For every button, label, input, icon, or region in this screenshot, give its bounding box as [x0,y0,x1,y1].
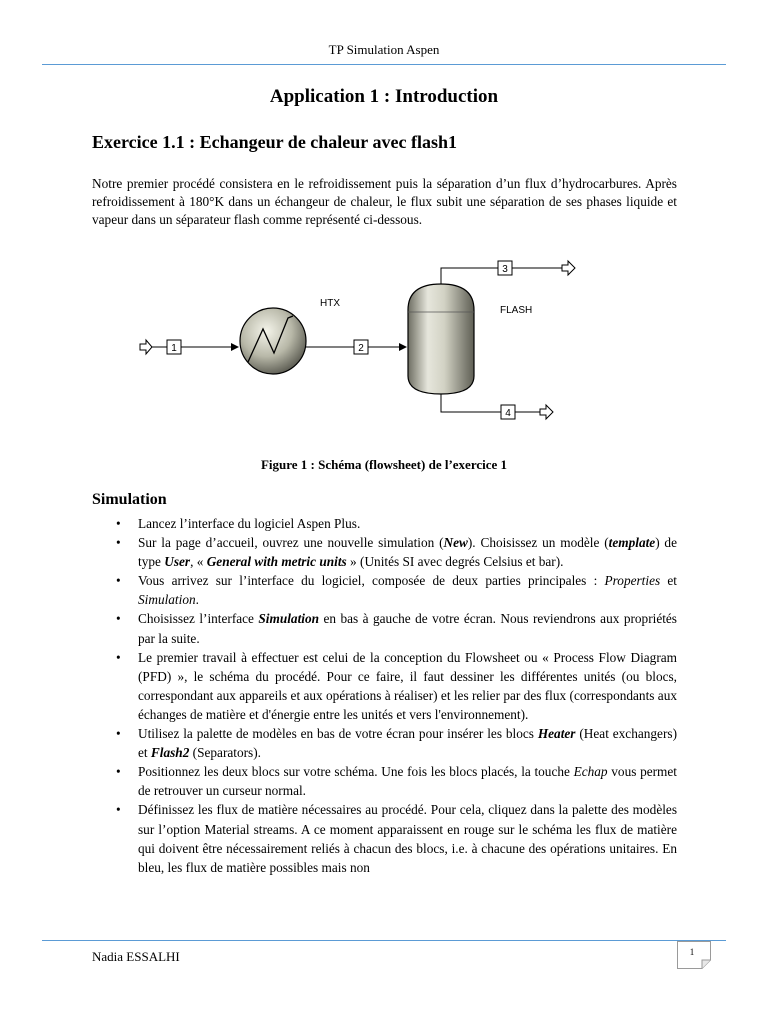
vapor-outlet-arrow-icon [562,261,575,275]
page-title: Application 1 : Introduction [269,86,499,107]
feed-arrow-icon [140,340,152,354]
bullet-icon: • [116,611,121,627]
flash-vessel-block [408,284,474,394]
instruction-item [92,800,677,876]
stream-1-label: 1 [171,343,177,354]
flowsheet-figure [130,250,590,435]
heater-block [240,308,306,374]
exercise-title: Exercice 1.1 : Echangeur de chaleur avec flash1 [92,132,457,152]
instruction-text: Utilisez la palette de modèles en bas de votre écran pour insérer les blocs [138,726,538,742]
instruction-text: Vous arrivez sur l’interface du logiciel, composée de deux parties principales : [138,573,605,589]
stream-2-label: 2 [358,343,364,354]
instruction-item [92,648,677,724]
stream-4-label: 4 [505,408,511,419]
instruction-text: Définissez les flux de matière nécessaires au procédé. Pour cela, cliquez dans la palette des modèles sur l’option Material streams. A ce moment apparaissent en rouge sur le schéma les flux de matière qui doivent être nécessairement reliés à chacun des blocs, i.e. à chacune des opérations unitaires. En bleu, les flux de matière possibles mais non [138,802,677,875]
instruction-text: en bas à gauche de votre écran. Nous reviendrons aux propriétés par la suite. [138,611,677,646]
bullet-icon: • [116,649,121,665]
bullet-icon: • [116,573,121,589]
page-number: 1 [689,947,695,957]
instruction-text: Choisissez l’interface [138,611,259,627]
instruction-text: Flash2 [150,745,190,761]
instruction-text: » (Unités SI avec degrés Celsius et bar). [346,554,564,570]
instruction-item [92,724,677,762]
instruction-text: (Separators). [189,745,261,761]
instruction-text: , « [190,554,207,570]
bullet-icon: • [116,535,121,551]
footer-rule [42,940,726,941]
flash-label: FLASH [500,305,533,316]
page-number-badge [677,941,711,969]
instruction-list [92,514,677,877]
instruction-item [92,533,677,571]
bullet-icon: • [116,516,121,531]
instruction-text: Positionnez les deux blocs sur votre schéma. Une fois les blocs placés, la touche [138,764,574,780]
instruction-text: Heater [537,726,576,742]
bullet-icon: • [116,802,121,818]
instruction-text: Simulation [138,592,196,608]
instruction-item [92,762,677,800]
instruction-text: ) de type [138,535,677,570]
instruction-text: . [195,592,199,608]
instruction-text: New [443,535,468,551]
instruction-text: vous permet de retrouver un curseur normal. [138,764,677,799]
footer-author: Nadia ESSALHI [92,949,180,964]
instruction-text: Lancez l’interface du logiciel Aspen Plus. [138,516,361,531]
stream-3-label: 3 [502,264,508,275]
instruction-text: Properties [604,573,661,589]
instruction-text: Le premier travail à effectuer est celui de la conception du Flowsheet ou « Process Flow Diagram (PFD) », le schéma du procédé. Pour ce faire, il faut dessiner les différentes unités (ou blocs, correspondant aux appareils et aux opérations à réaliser) et les relier par des flux (correspondants aux échanges de matière et d'énergie entre les unités et vers l'environnement). [138,649,677,722]
instruction-item [92,571,677,609]
figure-caption: Figure 1 : Schéma (flowsheet) de l’exercice 1 [260,457,508,472]
instruction-text: User [164,554,191,570]
intro-paragraph: Notre premier procédé consistera en le refroidissement puis la séparation d’un flux d’hydrocarbures. Après refroidissement à 180°K dans un échangeur de chaleur, le flux subit une séparation de ses phases liquide et vapeur dans un séparateur flash comme représenté ci-dessous. [92,176,677,227]
instruction-text: Simulation [258,611,320,627]
page-header: TP Simulation Aspen [328,42,440,57]
header-rule [42,64,726,65]
bullet-icon: • [116,726,121,742]
instruction-text: (Heat exchangers) et [138,726,677,761]
instruction-text: Echap [573,764,608,780]
instruction-text: ). Choisissez un modèle ( [467,535,609,551]
heater-label: HTX [320,298,340,309]
bullet-icon: • [116,764,121,780]
instruction-item [92,609,677,647]
liquid-outlet-arrow-icon [540,405,553,419]
instruction-item [92,514,677,533]
section-title: Simulation [92,491,167,508]
instruction-text: Sur la page d’accueil, ouvrez une nouvelle simulation ( [138,535,444,551]
instruction-text: et [660,573,677,589]
stream-4-line [441,394,540,412]
instruction-text: template [608,535,656,551]
instruction-text: General with metric units [206,554,347,570]
